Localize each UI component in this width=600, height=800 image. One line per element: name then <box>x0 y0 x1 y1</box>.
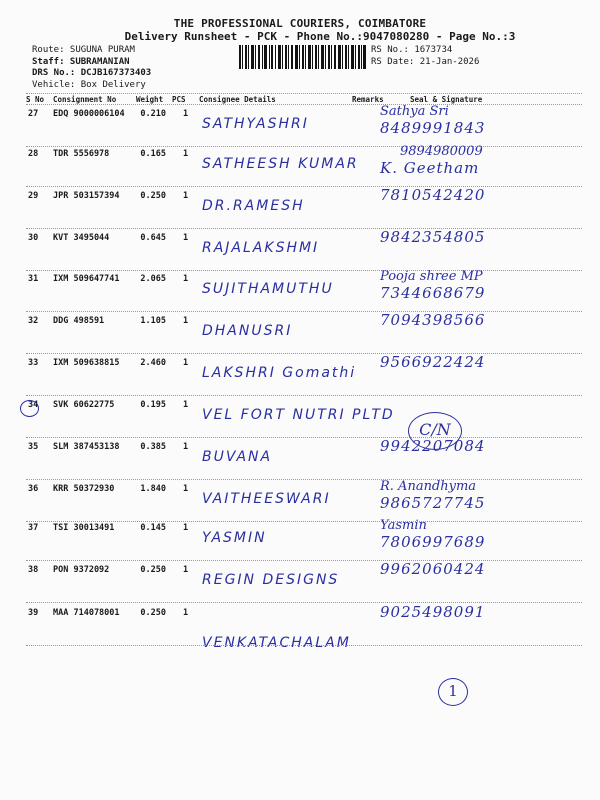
col-sno: S No <box>26 95 45 104</box>
col-pcs: PCS <box>172 95 186 104</box>
signature-phone: 7810542420 <box>380 186 486 204</box>
table-row <box>0 106 600 146</box>
cln-stamp: C/N <box>408 412 462 450</box>
signature-phone: 9942207084 <box>380 437 486 455</box>
row-divider <box>26 395 582 396</box>
row-weight: 2.065 <box>140 274 166 284</box>
signature-phone: K. Geetham <box>380 159 480 177</box>
row-weight: 0.165 <box>140 149 166 159</box>
rs-number: RS No.: 1673734 <box>371 45 453 55</box>
row-consignee-name: VEL FORT NUTRI PLTD <box>202 407 395 423</box>
row-pcs: 1 <box>183 358 189 368</box>
row-consignment-no: SVK 60622775 <box>53 400 115 410</box>
rs-date: RS Date: 21-Jan-2026 <box>371 56 480 67</box>
company-title: THE PROFESSIONAL COURIERS, COIMBATORE <box>173 17 427 30</box>
row-consignment-no: PON 9372092 <box>53 565 110 575</box>
row-consignee-name: SUJITHAMUTHU <box>202 281 334 297</box>
signature-phone: 7344668679 <box>380 284 486 302</box>
table-row <box>0 355 600 395</box>
row-sno: 34 <box>28 400 39 410</box>
table-row <box>0 271 600 311</box>
row-consignee-name: VAITHEESWARI <box>202 491 331 507</box>
table-row <box>0 520 600 560</box>
row-sno: 36 <box>28 484 39 494</box>
row-consignment-no: IXM 509647741 <box>53 274 120 284</box>
row-signature <box>380 603 595 621</box>
row-consignee-name: SATHEESH KUMAR <box>202 156 359 172</box>
col-consignee: Consignee Details <box>199 95 276 104</box>
row-sno: 39 <box>28 608 39 618</box>
row-consignee-name: BUVANA <box>202 449 273 465</box>
signature-name: Yasmin <box>380 518 427 533</box>
page-circle-mark: 1 <box>438 678 468 706</box>
row-consignment-no: JPR 503157394 <box>53 191 120 201</box>
row-sno: 37 <box>28 523 39 533</box>
row-weight: 1.840 <box>140 484 166 494</box>
row-pcs: 1 <box>183 233 189 243</box>
row-pcs: 1 <box>183 274 189 284</box>
row-34-circle-mark <box>20 400 39 417</box>
row-consignment-no: SLM 387453138 <box>53 442 120 452</box>
staff-label: Staff: SUBRAMANIAN <box>32 56 130 67</box>
row-sno: 38 <box>28 565 39 575</box>
row-pcs: 1 <box>183 191 189 201</box>
signature-name: Pooja shree MP <box>380 269 483 284</box>
row-consignment-no: TDR 5556978 <box>53 149 110 159</box>
table-row <box>0 397 600 437</box>
row-weight: 1.105 <box>140 316 166 326</box>
row-signature <box>380 311 595 329</box>
row-pcs: 1 <box>183 565 189 575</box>
row-consignee-name: VENKATACHALAM <box>202 635 351 651</box>
drs-label: DRS No.: DCJB167373403 <box>32 68 152 78</box>
row-weight: 0.250 <box>140 191 166 201</box>
row-consignment-no: DDG 498591 <box>53 316 105 326</box>
row-pcs: 1 <box>183 400 189 410</box>
vehicle-label: Vehicle: Box Delivery <box>32 79 146 90</box>
signature-name: 9894980009 <box>400 144 483 159</box>
table-row <box>0 230 600 270</box>
row-signature <box>380 560 595 578</box>
row-consignee-name: REGIN DESIGNS <box>202 572 340 588</box>
row-sno: 35 <box>28 442 39 452</box>
row-signature <box>380 228 595 246</box>
col-consignment: Consignment No <box>53 95 117 104</box>
row-sno: 28 <box>28 149 39 159</box>
signature-phone: 9025498091 <box>380 603 486 621</box>
row-pcs: 1 <box>183 523 189 533</box>
row-consignee-name: LAKSHRI Gomathi <box>202 365 357 381</box>
row-sno: 30 <box>28 233 39 243</box>
row-signature <box>380 353 595 371</box>
col-weight: Weight <box>136 95 164 104</box>
row-consignment-no: IXM 509638815 <box>53 358 120 368</box>
row-weight: 0.250 <box>140 565 166 575</box>
signature-phone: 7806997689 <box>380 533 486 551</box>
row-sno: 33 <box>28 358 39 368</box>
row-sno: 32 <box>28 316 39 326</box>
row-consignee-name: DR.RAMESH <box>202 198 305 214</box>
row-weight: 0.145 <box>140 523 166 533</box>
table-row <box>0 188 600 228</box>
signature-phone: 9865727745 <box>380 494 486 512</box>
row-pcs: 1 <box>183 109 189 119</box>
row-weight: 0.195 <box>140 400 166 410</box>
row-pcs: 1 <box>183 442 189 452</box>
signature-phone: 9566922424 <box>380 353 486 371</box>
runsheet-subtitle: Delivery Runsheet - PCK - Phone No.:9047080280 - Page No.:3 <box>124 30 516 43</box>
row-weight: 2.460 <box>140 358 166 368</box>
table-row <box>0 562 600 602</box>
col-remarks: Remarks <box>352 95 384 104</box>
table-row <box>0 603 600 651</box>
row-consignee-name: DHANUSRI <box>202 323 293 339</box>
rs-info <box>371 45 479 68</box>
barcode-image <box>239 45 366 69</box>
row-sno: 31 <box>28 274 39 284</box>
row-weight: 0.250 <box>140 608 166 618</box>
row-sno: 27 <box>28 109 39 119</box>
row-signature <box>380 479 595 512</box>
table-row <box>0 439 600 479</box>
row-consignment-no: TSI 30013491 <box>53 523 115 533</box>
row-sno: 29 <box>28 191 39 201</box>
row-consignee-name: SATHYASHRI <box>202 116 309 132</box>
row-signature <box>380 144 595 177</box>
row-pcs: 1 <box>183 149 189 159</box>
row-signature <box>380 518 595 551</box>
signature-phone: 7094398566 <box>380 311 486 329</box>
signature-name: R. Anandhyma <box>380 479 477 494</box>
row-pcs: 1 <box>183 484 189 494</box>
route-label: Route: SUGUNA PURAM <box>32 45 135 55</box>
row-pcs: 1 <box>183 316 189 326</box>
row-consignment-no: EDQ 9000006104 <box>53 109 125 119</box>
header-divider-top <box>26 93 582 94</box>
table-row <box>0 146 600 186</box>
row-weight: 0.645 <box>140 233 166 243</box>
col-seal-signature: Seal & Signature <box>410 95 483 104</box>
row-consignment-no: KVT 3495044 <box>53 233 110 243</box>
row-weight: 0.210 <box>140 109 166 119</box>
row-consignee-name: RAJALAKSHMI <box>202 240 320 256</box>
table-row <box>0 481 600 521</box>
signature-name: Sathya Sri <box>380 104 449 119</box>
route-info <box>32 45 151 91</box>
row-signature <box>380 269 595 302</box>
table-row <box>0 313 600 353</box>
row-signature <box>380 186 595 204</box>
row-divider <box>26 645 582 646</box>
row-consignment-no: KRR 50372930 <box>53 484 115 494</box>
row-pcs: 1 <box>183 608 189 618</box>
row-signature <box>380 104 595 137</box>
row-consignment-no: MAA 714078001 <box>53 608 120 618</box>
signature-phone: 9842354805 <box>380 228 486 246</box>
row-consignee-name: YASMIN <box>202 530 267 546</box>
signature-phone: 9962060424 <box>380 560 486 578</box>
row-weight: 0.385 <box>140 442 166 452</box>
signature-phone: 8489991843 <box>380 119 486 137</box>
